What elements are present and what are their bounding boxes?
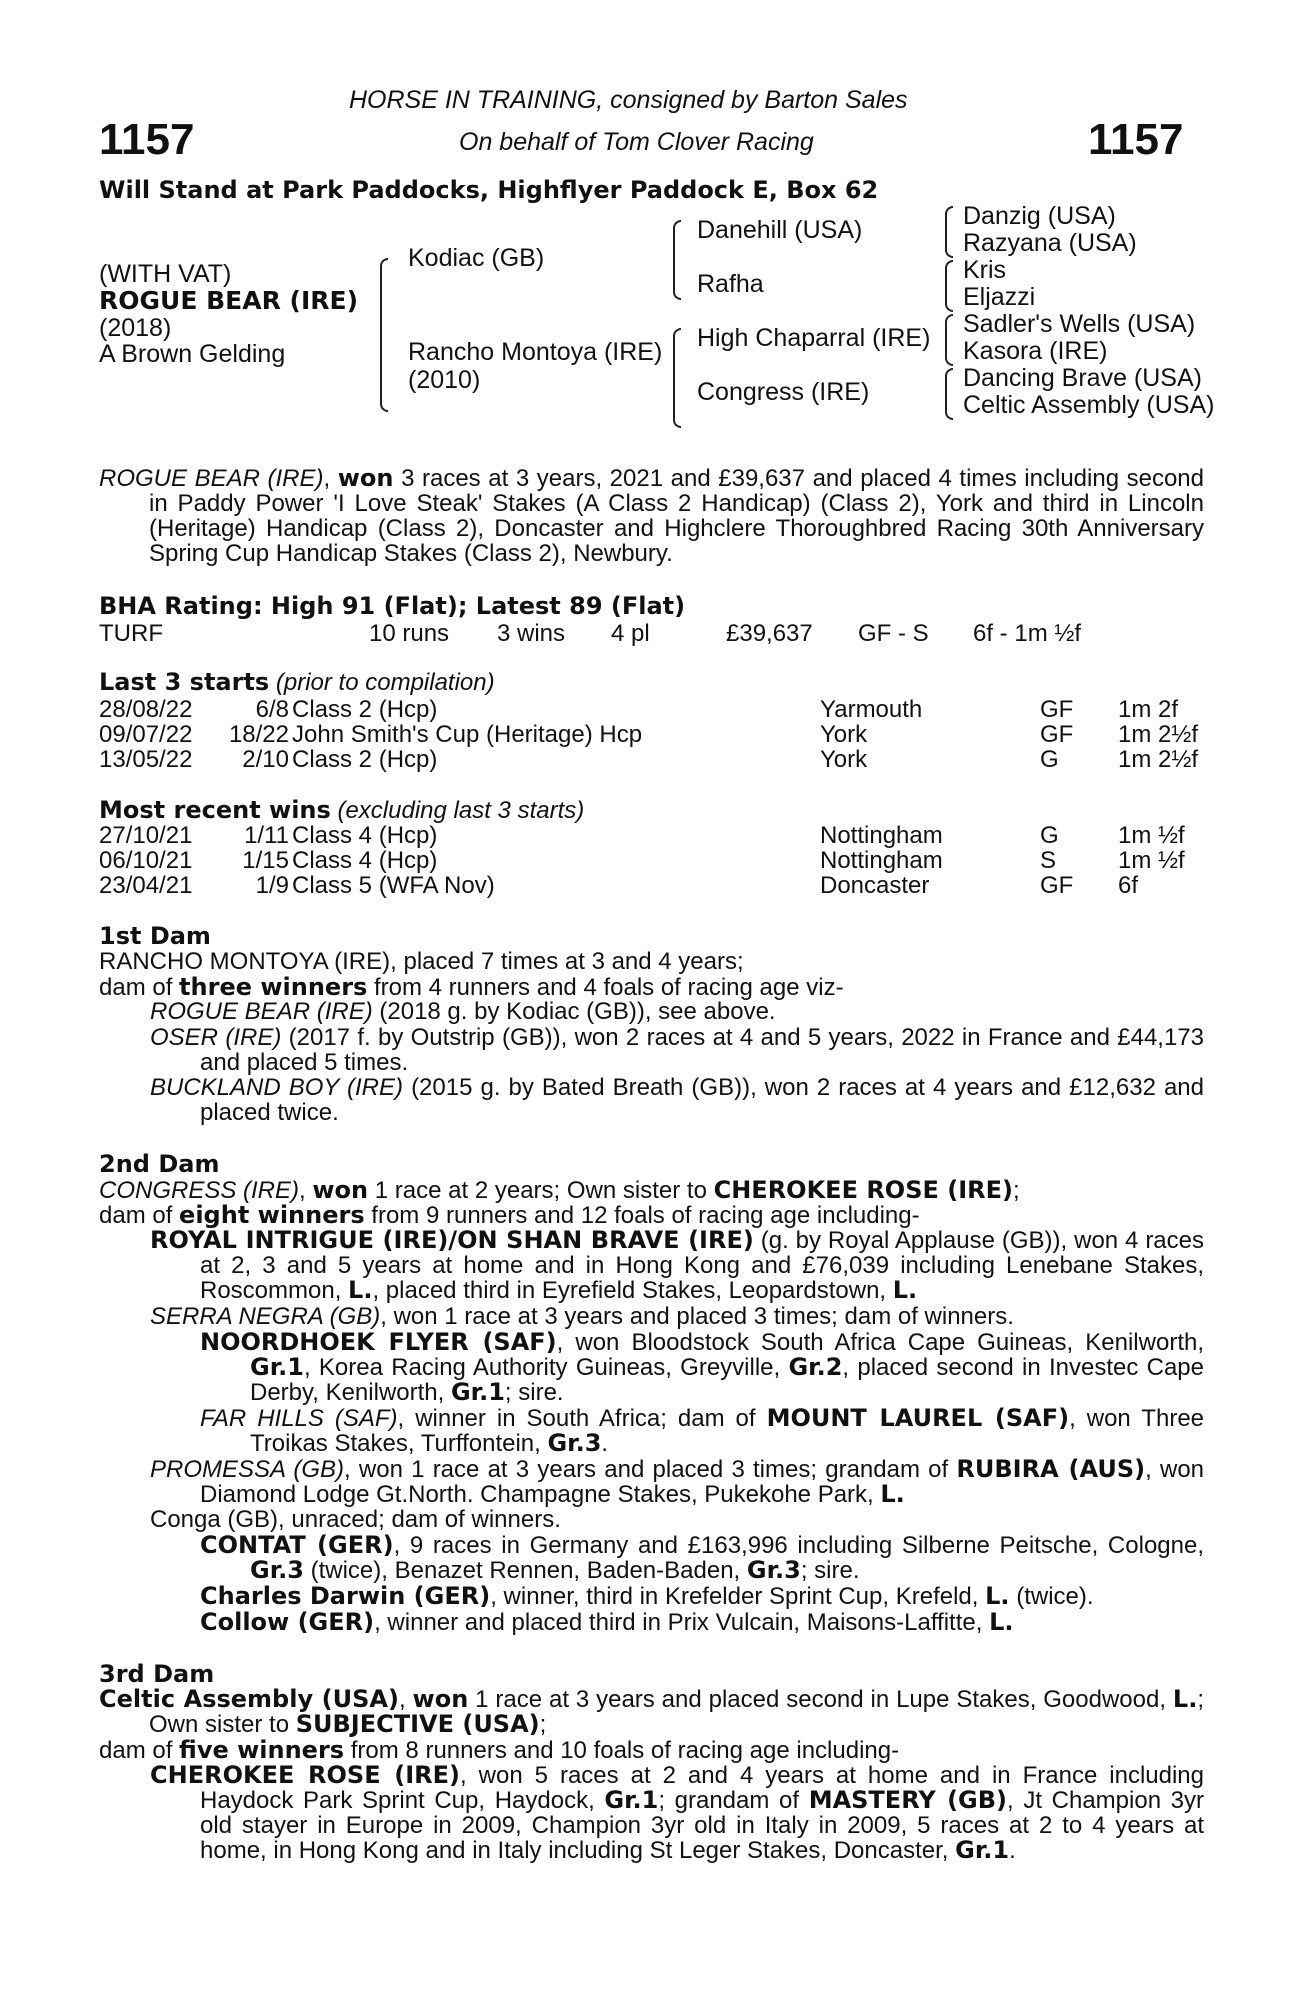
produce-text: , won Three Troikas Stakes, Turffontein,: [250, 1405, 1205, 1457]
winners-count: three winners: [179, 973, 368, 1001]
bha-going: GF - S: [858, 620, 929, 647]
bha-rating: BHA Rating: High 91 (Flat); Latest 89 (Flat): [99, 592, 686, 620]
sister-name: CHEROKEE ROSE (IRE): [713, 1176, 1013, 1204]
bha-runs: 10 runs: [369, 620, 450, 647]
text: 1 race at 2 years; Own sister to: [374, 1177, 707, 1204]
table-row: [99, 746, 1219, 772]
row-going: G: [1040, 822, 1059, 849]
bha-wins: 3 wins: [497, 620, 566, 647]
table-row: [99, 847, 1219, 873]
produce-text: , won 1 race at 3 years and placed 3 times; grandam of: [344, 1456, 949, 1483]
produce-entry: [150, 1024, 1205, 1076]
produce-name: MASTERY (GB): [808, 1786, 1008, 1814]
table-row: [99, 822, 1219, 848]
row-position: 18/22: [228, 721, 289, 748]
row-course: York: [820, 721, 868, 748]
produce-name: CHEROKEE ROSE (IRE): [150, 1761, 460, 1789]
row-date: 09/07/22: [99, 721, 193, 748]
won-label: won: [312, 1176, 369, 1204]
row-date: 28/08/22: [99, 696, 193, 723]
row-race: John Smith's Cup (Heritage) Hcp: [292, 721, 643, 748]
produce-text: , Korea Racing Authority Guineas, Greyville,: [303, 1354, 781, 1381]
row-distance: 1m 2½f: [1118, 721, 1199, 748]
listed-label: L.: [880, 1480, 905, 1508]
dam-year: (2010): [408, 366, 481, 394]
row-race: Class 4 (Hcp): [292, 822, 438, 849]
horse-name: ROGUE BEAR (IRE): [99, 286, 359, 315]
row-race: Class 2 (Hcp): [292, 696, 438, 723]
lot-number-right: 1157: [1088, 115, 1184, 164]
dam-name: CONGRESS (IRE): [99, 1177, 300, 1204]
sister-name: SUBJECTIVE (USA): [295, 1710, 540, 1738]
row-going: S: [1040, 847, 1057, 874]
text: from 4 runners and 4 foals of racing age viz-: [374, 974, 844, 1001]
row-position: 2/10: [242, 746, 289, 773]
produce-entry: [150, 1455, 1205, 1508]
produce-name: BUCKLAND BOY (IRE): [150, 1074, 404, 1101]
second-dam-heading: 2nd Dam: [99, 1150, 220, 1178]
race-record-summary: ROGUE BEAR (IRE), won 3 races at 3 years, 2021 and £39,637 and placed 4 times including second in Paddy Power 'I Love Steak' Stakes (A Class 2 Handicap) (Class 2), York and third in Lincoln (Heritage) Handicap (Class 2), Doncaster and Highclere Thoroughbred Racing 30th Anniversary Spring Cup Handicap Stakes (Class 2), Newbury.: [99, 464, 1205, 567]
text: from 9 runners and 12 foals of racing age including-: [371, 1202, 920, 1229]
great-grandparent-4: Eljazzi: [963, 283, 1036, 311]
row-course: Doncaster: [820, 872, 930, 899]
last3-heading: [99, 670, 495, 695]
summary-horse-name: ROGUE BEAR (IRE): [99, 465, 324, 492]
row-date: 13/05/22: [99, 746, 193, 773]
produce-name: ROGUE BEAR (IRE): [150, 998, 373, 1025]
produce-text: , winner and placed third in Prix Vulcain, Maisons-Laffitte,: [374, 1609, 983, 1636]
row-date: 27/10/21: [99, 822, 193, 849]
g-brace-1: [945, 206, 953, 258]
produce-entry: [150, 1305, 1014, 1329]
row-position: 6/8: [255, 696, 289, 723]
produce-text: (2018 g. by Kodiac (GB)), see above.: [379, 998, 776, 1025]
produce-entry: [200, 1531, 1205, 1584]
produce-entry: [200, 1610, 1014, 1635]
group-label: Gr.3: [250, 1556, 304, 1584]
on-behalf-line: On behalf of Tom Clover Racing: [459, 128, 814, 156]
produce-entry: [150, 1074, 1204, 1126]
row-distance: 1m ½f: [1118, 822, 1185, 849]
text: dam of: [99, 1737, 173, 1764]
produce-text: (twice).: [1016, 1583, 1094, 1610]
listed-label: L.: [348, 1276, 373, 1304]
group-label: Gr.3: [746, 1556, 801, 1584]
produce-name: OSER (IRE): [150, 1024, 282, 1051]
bha-stats-row: [99, 620, 1219, 646]
produce-text: (twice), Benazet Rennen, Baden-Baden,: [310, 1557, 741, 1584]
produce-entry: [200, 1404, 1205, 1457]
first-dam-line: RANCHO MONTOYA (IRE), placed 7 times at 3 and 4 years;: [99, 948, 744, 975]
produce-text: , placed third in Eyrefield Stakes, Leopardstown,: [372, 1277, 887, 1304]
row-going: GF: [1040, 872, 1074, 899]
row-distance: 1m ½f: [1118, 847, 1185, 874]
row-position: 1/15: [242, 847, 289, 874]
produce-name: MOUNT LAUREL (SAF): [766, 1404, 1070, 1432]
group-label: Gr.1: [955, 1836, 1010, 1864]
third-dam-line: Celtic Assembly (USA), won 1 race at 3 years and placed second in Lupe Stakes, Goodwood, L.; Own sister to SUBJECTIVE (USA);: [99, 1685, 1205, 1738]
row-position: 1/11: [244, 822, 289, 849]
horse-description: A Brown Gelding: [99, 340, 286, 368]
sire-dam: Rafha: [697, 270, 764, 298]
text: ; Own sister to: [149, 1686, 1205, 1738]
dam-sire: High Chaparral (IRE): [697, 324, 931, 352]
text: 1 race at 3 years and placed second in Lupe Stakes, Goodwood,: [475, 1686, 1167, 1713]
group-label: Gr.3: [547, 1429, 602, 1457]
produce-entry: Conga (GB), unraced; dam of winners.: [150, 1506, 561, 1533]
group-label: Gr.1: [450, 1378, 505, 1406]
row-race: Class 2 (Hcp): [292, 746, 438, 773]
produce-text: , won 1 race at 3 years and placed 3 times; dam of winners.: [380, 1303, 1014, 1330]
row-going: G: [1040, 746, 1059, 773]
text: .: [601, 1430, 609, 1457]
table-row: [99, 872, 1219, 898]
listed-label: L.: [989, 1608, 1014, 1636]
winners-count: five winners: [179, 1736, 345, 1764]
g-brace-3: [945, 314, 953, 366]
listed-label: L.: [1172, 1685, 1198, 1713]
row-date: 06/10/21: [99, 847, 193, 874]
produce-entry: [150, 1761, 1205, 1864]
row-race: Class 5 (WFA Nov): [292, 872, 495, 899]
produce-text: ; sire.: [800, 1557, 860, 1584]
bha-earnings: £39,637: [726, 620, 813, 647]
sire-sire: Danehill (USA): [697, 216, 863, 244]
produce-name: RUBIRA (AUS): [956, 1455, 1146, 1483]
great-grandparent-1: Danzig (USA): [963, 202, 1116, 230]
produce-text: , won Diamond Lodge Gt.North. Champagne Stakes, Pukekohe Park,: [200, 1456, 1205, 1508]
bha-distance: 6f - 1m ½f: [973, 620, 1082, 647]
produce-text: ; sire.: [504, 1379, 564, 1406]
row-position: 1/9: [255, 872, 289, 899]
text: from 8 runners and 10 foals of racing age including-: [350, 1737, 900, 1764]
produce-text: , Jt Champion 3yr old stayer in Europe in 2009, Champion 3yr old in Italy in 2009, 5 races at 2 to 4 years at home, in Hong Kong and in Italy including St Leger Stakes, Doncaster,: [200, 1787, 1205, 1864]
produce-name: CONTAT (GER): [200, 1531, 394, 1559]
produce-entry: [200, 1328, 1204, 1406]
sire-brace: [673, 220, 681, 300]
row-going: GF: [1040, 721, 1074, 748]
consignor-line: HORSE IN TRAINING, consigned by Barton Sales: [349, 86, 908, 114]
group-label: Gr.1: [604, 1786, 659, 1814]
produce-name: ROYAL INTRIGUE (IRE)/ON SHAN BRAVE (IRE): [150, 1226, 754, 1254]
great-grandparent-7: Dancing Brave (USA): [963, 364, 1202, 392]
first-dam-produce-line: [99, 975, 844, 1000]
text: ;: [1012, 1177, 1020, 1204]
row-date: 23/04/21: [99, 872, 193, 899]
text: dam of: [99, 974, 173, 1001]
text: .: [1009, 1837, 1016, 1864]
pedigree-brace-main: [380, 258, 388, 412]
summary-text: 3 races at 3 years, 2021 and £39,637 and placed 4 times including second in Paddy Power 'I Love Steak' Stakes (A Class 2 Handicap) (Class 2), York and third in Lincoln (Heritage) Handicap (Class 2), Doncaster and Highclere Thoroughbred Racing 30th Anniversary Spring Cup Handicap Stakes (Class 2), Newbury.: [149, 465, 1205, 567]
great-grandparent-8: Celtic Assembly (USA): [963, 391, 1215, 419]
row-distance: 1m 2f: [1118, 696, 1179, 723]
bha-surface: TURF: [99, 620, 163, 647]
recent-title: Most recent wins: [99, 796, 331, 824]
sire: Kodiac (GB): [408, 244, 545, 272]
produce-name: Charles Darwin (GER): [200, 1582, 491, 1610]
produce-text: , won 5 races at 2 and 4 years at home and in France including Haydock Park Sprint Cup, Haydock,: [200, 1762, 1204, 1814]
produce-text: , 9 races in Germany and £163,996 including Silberne Peitsche, Cologne,: [393, 1532, 1205, 1559]
produce-name: SERRA NEGRA (GB): [150, 1303, 381, 1330]
produce-text: ; grandam of: [658, 1787, 800, 1814]
great-grandparent-2: Razyana (USA): [963, 229, 1137, 257]
second-dam-line: CONGRESS (IRE), won 1 race at 2 years; Own sister to CHEROKEE ROSE (IRE);: [99, 1176, 1020, 1204]
group-label: Gr.1: [250, 1353, 304, 1381]
recent-note: (excluding last 3 starts): [337, 797, 585, 824]
lot-number-left: 1157: [99, 115, 195, 164]
table-row: [99, 696, 1219, 722]
summary-won: won: [337, 464, 394, 492]
produce-text: (2017 f. by Outstrip (GB)), won 2 races at 4 and 5 years, 2022 in France and £44,173 and placed 5 times.: [200, 1024, 1205, 1076]
group-label: Gr.2: [788, 1353, 843, 1381]
dam-brace: [673, 328, 681, 428]
produce-name: NOORDHOEK FLYER (SAF): [200, 1328, 557, 1356]
produce-name: FAR HILLS (SAF): [200, 1405, 398, 1432]
third-dam-heading: 3rd Dam: [99, 1660, 215, 1688]
produce-text: , placed second in Investec Cape Derby, Kenilworth,: [250, 1354, 1204, 1406]
produce-name: Collow (GER): [200, 1608, 375, 1636]
recent-wins-heading: [99, 798, 584, 823]
first-dam-heading: 1st Dam: [99, 922, 211, 950]
great-grandparent-6: Kasora (IRE): [963, 337, 1108, 365]
last3-note: (prior to compilation): [275, 669, 495, 696]
last3-title: Last 3 starts: [99, 668, 270, 696]
text: dam of: [99, 1202, 173, 1229]
text: ;: [539, 1711, 547, 1738]
dam: Rancho Montoya (IRE): [408, 338, 663, 366]
stand-location: Will Stand at Park Paddocks, Highflyer Paddock E, Box 62: [99, 176, 879, 204]
produce-text: (2015 g. by Bated Breath (GB)), won 2 races at 4 years and £12,632 and placed twice.: [200, 1074, 1204, 1126]
row-going: GF: [1040, 696, 1074, 723]
winners-count: eight winners: [179, 1201, 365, 1229]
bha-placed: 4 pl: [611, 620, 650, 647]
listed-label: L.: [892, 1276, 918, 1304]
great-grandparent-3: Kris: [963, 256, 1007, 284]
won-label: won: [412, 1685, 469, 1713]
g-brace-2: [945, 260, 953, 312]
vat-note: (WITH VAT): [99, 260, 232, 288]
produce-entry: [150, 1000, 776, 1024]
g-brace-4: [945, 368, 953, 420]
row-course: York: [820, 746, 868, 773]
second-dam-produce-line: [99, 1203, 920, 1228]
row-distance: 6f: [1118, 872, 1139, 899]
row-distance: 1m 2½f: [1118, 746, 1199, 773]
row-course: Yarmouth: [820, 696, 923, 723]
produce-entry: [200, 1584, 1094, 1609]
horse-year: (2018): [99, 314, 172, 342]
row-course: Nottingham: [820, 847, 943, 874]
table-row: [99, 721, 1219, 747]
dam-dam: Congress (IRE): [697, 378, 870, 406]
produce-text: , winner in South Africa; dam of: [397, 1405, 756, 1432]
dam-name: Celtic Assembly (USA): [99, 1685, 399, 1713]
produce-text: , won Bloodstock South Africa Cape Guineas, Kenilworth,: [556, 1329, 1204, 1356]
great-grandparent-5: Sadler's Wells (USA): [963, 310, 1196, 338]
third-dam-produce-line: [99, 1738, 899, 1763]
produce-name: PROMESSA (GB): [150, 1456, 345, 1483]
produce-text: , winner, third in Krefelder Sprint Cup, Krefeld,: [490, 1583, 979, 1610]
produce-entry: [150, 1226, 1205, 1304]
row-race: Class 4 (Hcp): [292, 847, 438, 874]
produce-text: (g. by Royal Applause (GB)), won 4 races at 2, 3 and 5 years at home and in Hong Kong and £76,039 including Lenebane Stakes, Roscommon,: [200, 1227, 1205, 1304]
row-course: Nottingham: [820, 822, 943, 849]
listed-label: L.: [985, 1582, 1010, 1610]
